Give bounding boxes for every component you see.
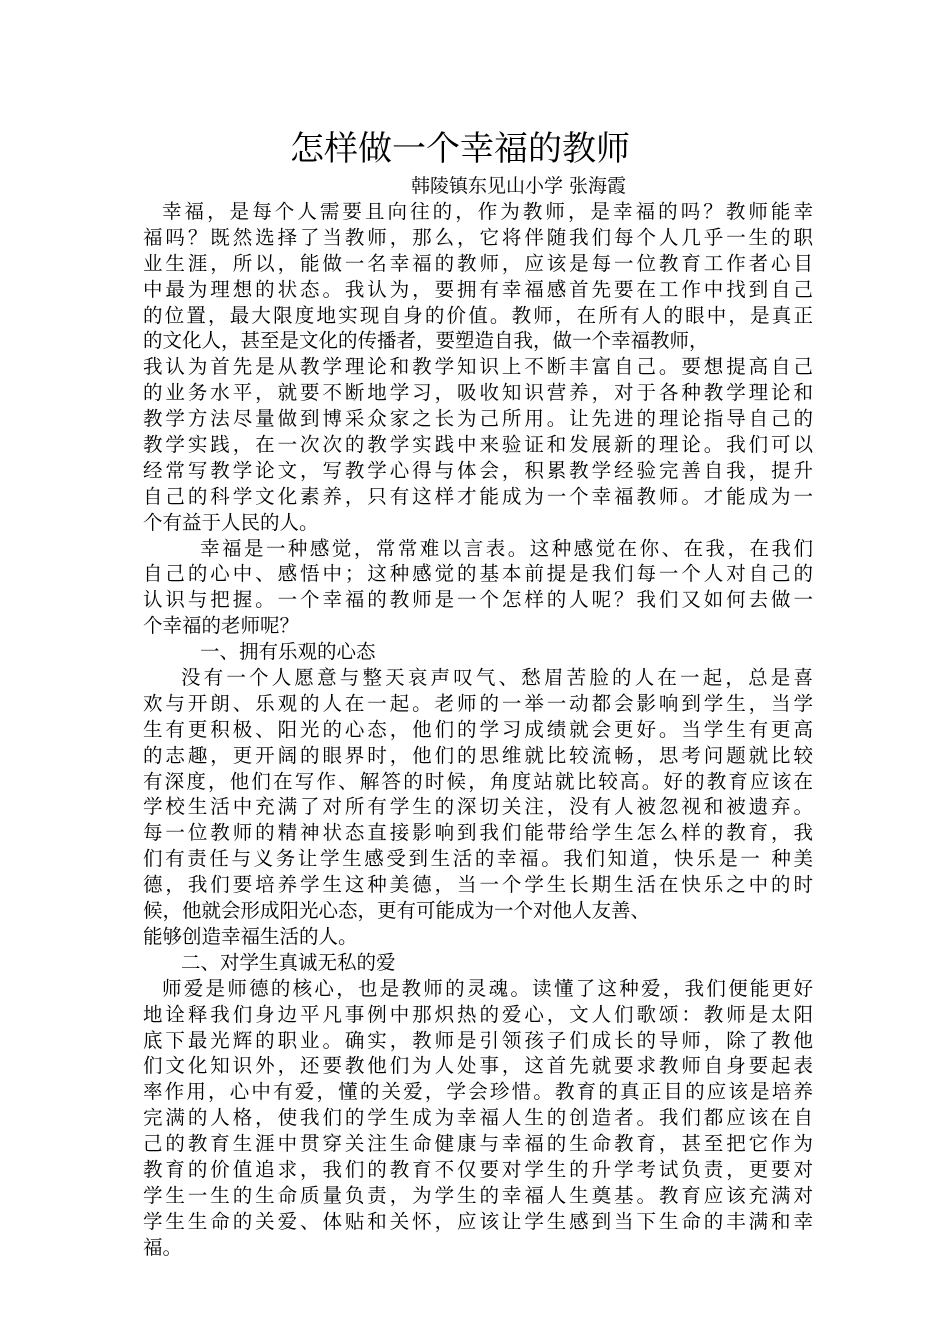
body-line: 率作用，心中有爱，懂的关爱，学会珍惜。教育的真正目的应该是培养 — [143, 1080, 813, 1104]
body-line: 候，他就会形成阳光心态，更有可能成为一个对他人友善、 — [143, 899, 651, 923]
body-line: 经常写教学论文，写教学心得与体会，积累教学经验完善自我，提升 — [143, 458, 813, 482]
body-line: 幸福是一种感觉，常常难以言表。这种感觉在你、在我，在我们 — [200, 536, 813, 560]
body-line: 一、拥有乐观的心态 — [200, 640, 376, 664]
body-line: 没有一个人愿意与整天哀声叹气、愁眉苦脸的人在一起，总是喜 — [181, 666, 813, 690]
document-body — [143, 199, 813, 1261]
body-line: 认识与把握。一个幸福的教师是一个怎样的人呢？我们又如何去做一 — [143, 588, 813, 612]
body-line: 的文化人，甚至是文化的传播者，要塑造自我，做一个幸福教师， — [143, 329, 709, 353]
body-line: 生有更积极、阳光的心态，他们的学习成绩就会更好。当学生有更高 — [143, 717, 813, 741]
body-line: 底下最光辉的职业。确实，教师是引领孩子们成长的导师，除了教他 — [143, 1028, 813, 1052]
body-line: 幸福，是每个人需要且向往的，作为教师，是幸福的吗？教师能幸 — [162, 200, 813, 223]
body-line: 有深度，他们在写作、解答的时候，角度站就比较高。好的教育应该在 — [143, 769, 813, 793]
body-line: 中最为理想的状态。我认为，要拥有幸福感首先要在工作中找到自己 — [143, 277, 813, 301]
body-line: 福。 — [143, 1235, 183, 1259]
document-title: 怎样做一个幸福的教师 — [290, 129, 630, 169]
body-line: 们文化知识外，还要教他们为人处事，这首先就要求教师自身要起表 — [143, 1054, 813, 1078]
body-line: 的志趣，更开阔的眼界时，他们的思维就比较流畅，思考问题就比较 — [143, 743, 813, 767]
document-author: 韩陵镇东见山小学 张海霞 — [411, 175, 627, 197]
body-line: 地诠释我们身边平凡事例中那炽热的爱心，文人们歌颂：教师是太阳 — [143, 1002, 813, 1026]
body-line: 教学实践，在一次次的教学实践中来验证和发展新的理论。我们可以 — [143, 433, 813, 457]
body-line: 教学方法尽量做到博采众家之长为己所用。让先进的理论指导自己的 — [143, 407, 813, 431]
body-line: 教育的价值追求，我们的教育不仅要对学生的升学考试负责，更要对 — [143, 1157, 813, 1181]
body-line: 二、对学生真诚无私的爱 — [181, 950, 396, 974]
body-line: 欢与开朗、乐观的人在一起。老师的一举一动都会影响到学生，当学 — [143, 691, 813, 715]
body-line: 个有益于人民的人。 — [143, 510, 319, 534]
body-line: 学校生活中充满了对所有学生的深切关注，没有人被忽视和被遗弃。 — [143, 795, 813, 819]
body-line: 完满的人格，使我们的学生成为幸福人生的创造者。我们都应该在自 — [143, 1106, 813, 1130]
body-line: 福吗？既然选择了当教师，那么，它将伴随我们每个人几乎一生的职 — [143, 225, 813, 249]
body-line: 我认为首先是从教学理论和教学知识上不断丰富自己。要想提高自己 — [143, 355, 813, 379]
body-line: 的位置，最大限度地实现自身的价值。教师，在所有人的眼中，是真正 — [143, 303, 813, 327]
body-line: 学生生命的关爱、体贴和关怀，应该让学生感到当下生命的丰满和幸 — [143, 1209, 813, 1233]
body-line: 的业务水平，就要不断地学习，吸收知识营养，对于各种教学理论和 — [143, 381, 813, 405]
body-line: 个幸福的老师呢？ — [143, 614, 300, 638]
body-line: 们有责任与义务让学生感受到生活的幸福。我们知道，快乐是一 种美 — [143, 847, 813, 871]
body-line: 自己的心中、感悟中；这种感觉的基本前提是我们每一个人对自己的 — [143, 562, 813, 586]
body-line: 业生涯，所以，能做一名幸福的教师，应该是每一位教育工作者心目 — [143, 251, 813, 275]
body-line: 德，我们要培养学生这种美德，当一个学生长期生活在快乐之中的时 — [143, 873, 813, 897]
body-line: 学生一生的生命质量负责，为学生的幸福人生奠基。教育应该充满对 — [143, 1183, 813, 1207]
body-line: 能够创造幸福生活的人。 — [143, 924, 358, 948]
body-line: 每一位教师的精神状态直接影响到我们能带给学生怎么样的教育，我 — [143, 821, 813, 845]
body-line: 师爱是师德的核心，也是教师的灵魂。读懂了这种爱，我们便能更好 — [162, 976, 813, 1000]
body-line: 自己的科学文化素养，只有这样才能成为一个幸福教师。才能成为一 — [143, 484, 813, 508]
body-line: 己的教育生涯中贯穿关注生命健康与幸福的生命教育，甚至把它作为 — [143, 1132, 813, 1156]
